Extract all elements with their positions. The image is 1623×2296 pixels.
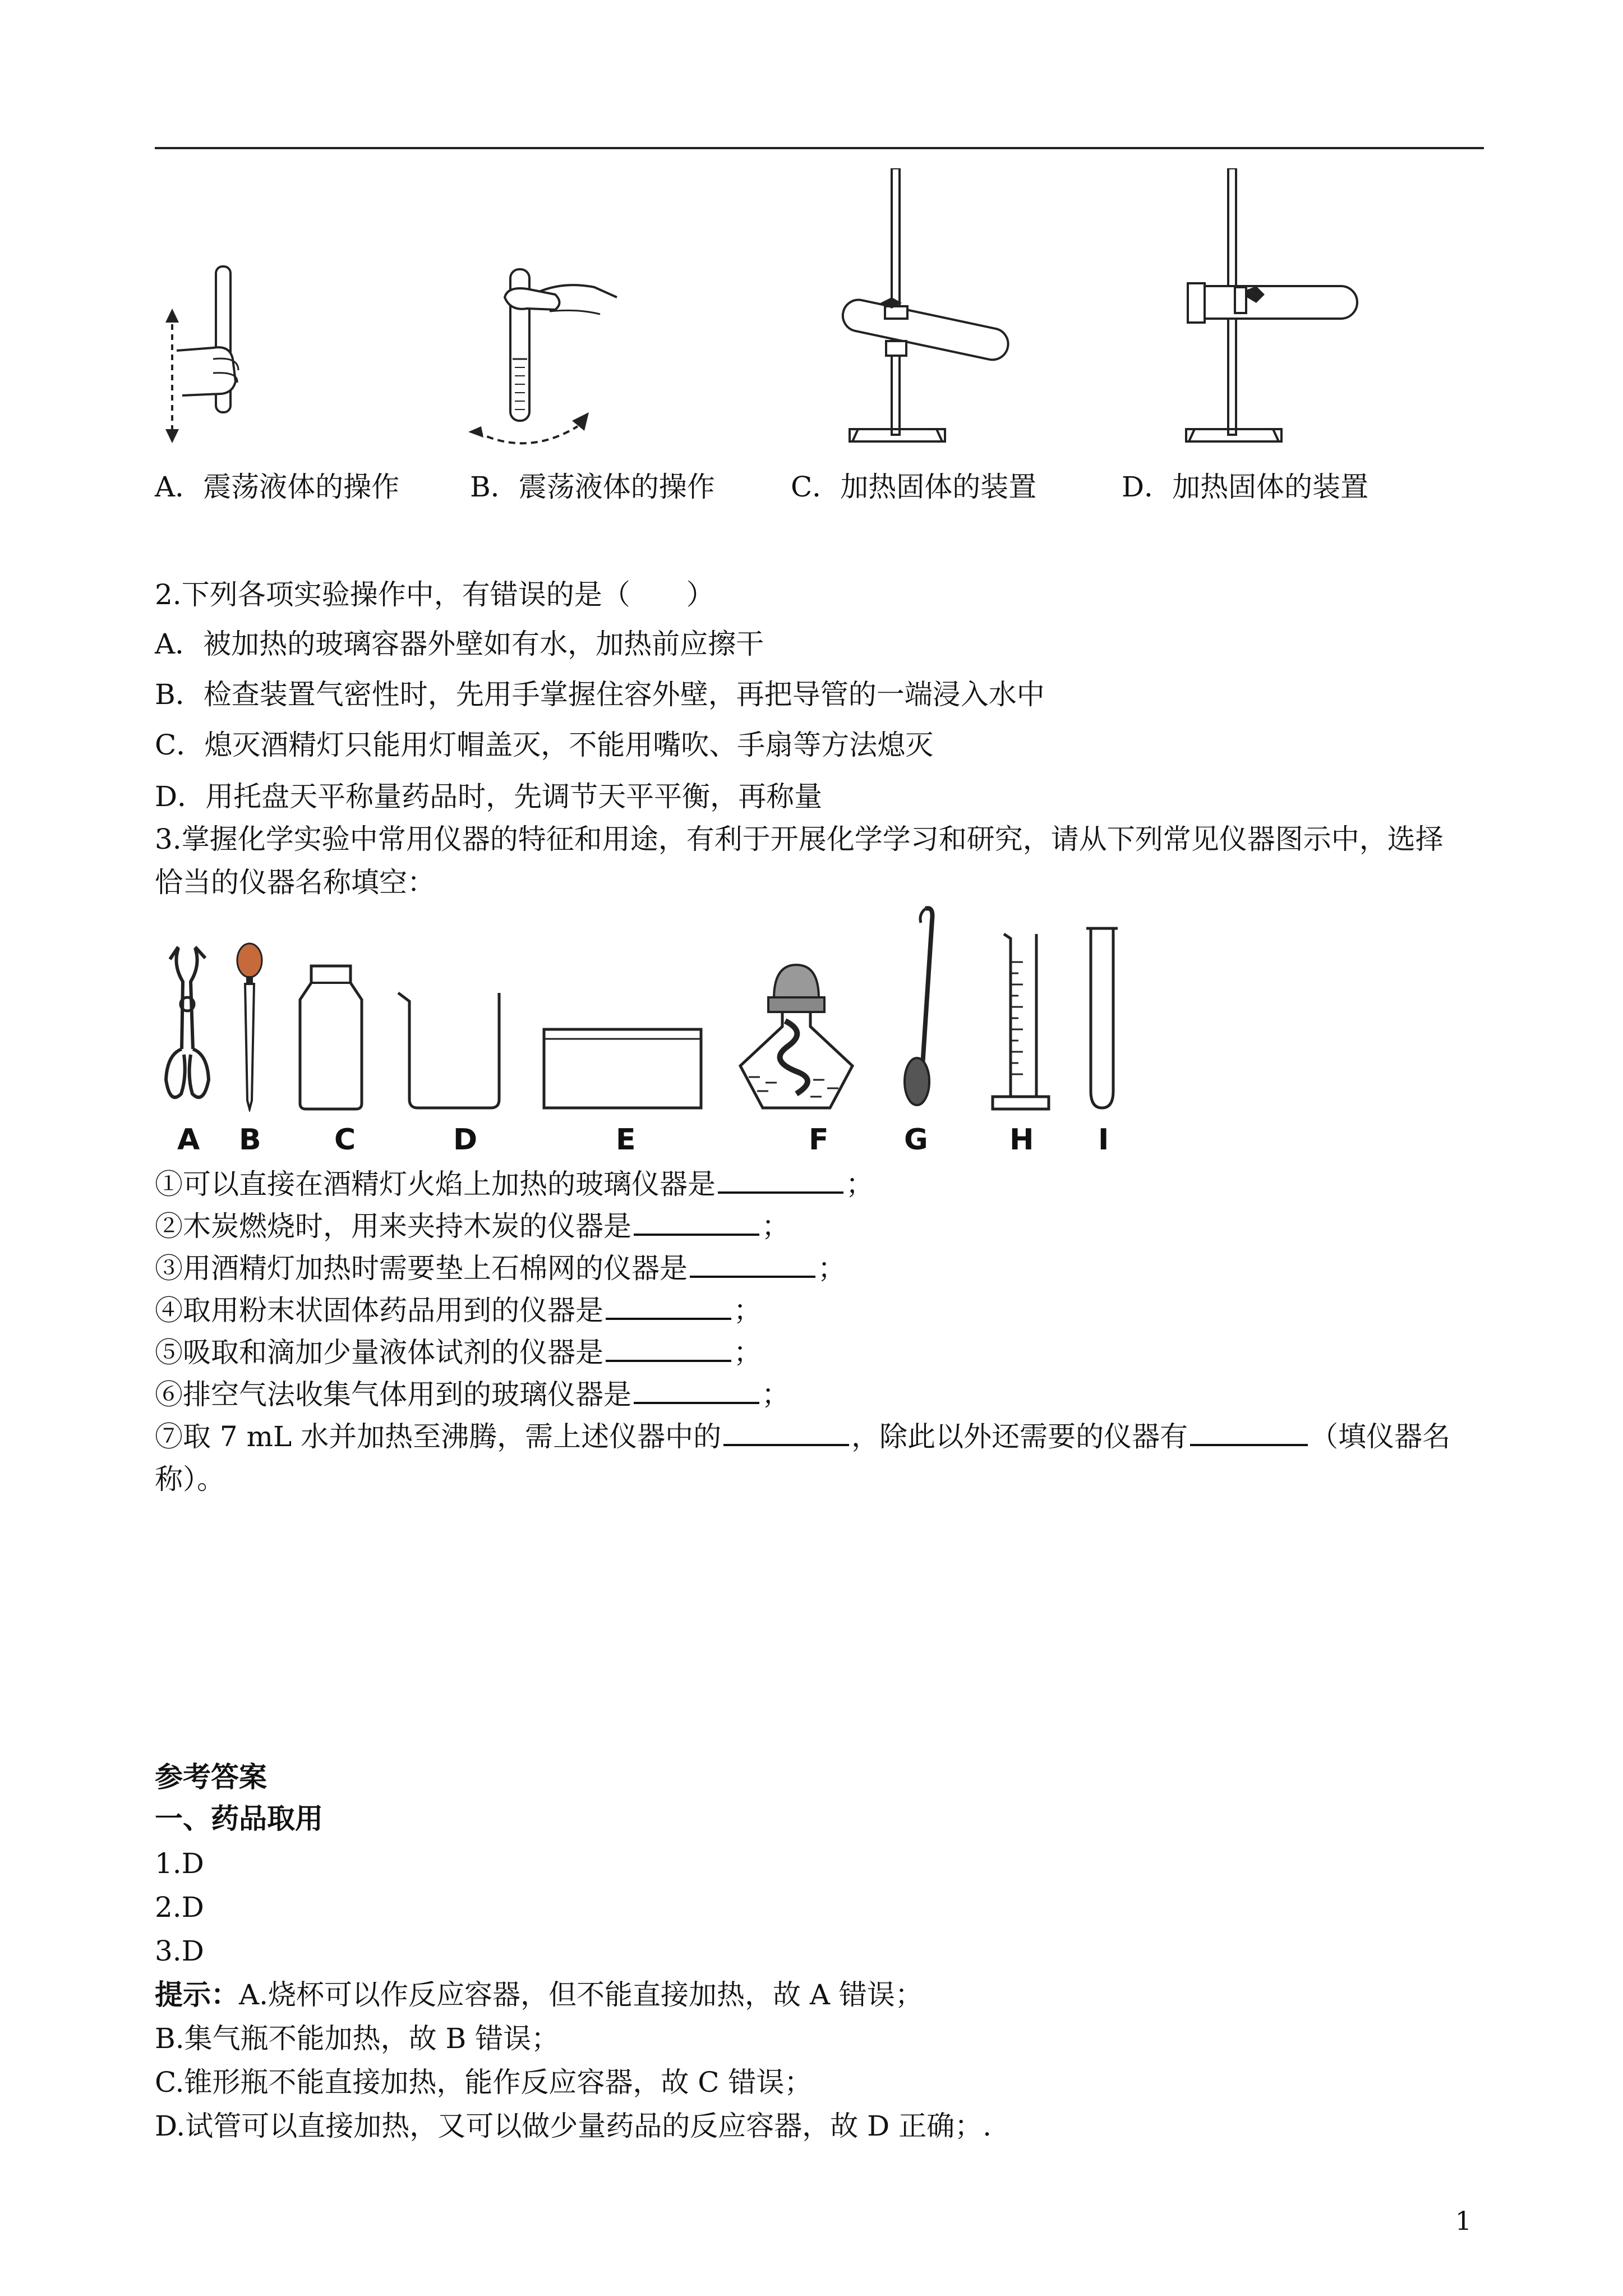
answer-blank-2[interactable] [634, 1209, 759, 1236]
answer-blank-7a[interactable] [723, 1419, 849, 1446]
figure1-caption-a: A．震荡液体的操作 [155, 471, 400, 503]
figure1-caption-c: C．加热固体的装置 [791, 471, 1037, 503]
q3-item-4: ④取用粉末状固体药品用到的仪器是 ； [155, 1294, 762, 1327]
test-tube-icon [1080, 923, 1124, 1114]
answer-line-2: 2.D [155, 1891, 204, 1924]
instrument-label-h: H [1009, 1123, 1034, 1157]
beaker-icon [393, 987, 516, 1112]
graduated-cylinder-icon [987, 928, 1054, 1114]
q3-item-7: ⑦取 7 mL 水并加热至沸腾，需上述仪器中的 ，除此以外还需要的仪器有 （填仪器名 [155, 1420, 1451, 1453]
answers-section: 一、药品取用 [155, 1802, 323, 1835]
q2-option-d: D．用托盘天平称量药品时，先调节天平平衡，再称量 [155, 780, 823, 813]
q2-option-c: C．熄灭酒精灯只能用灯帽盖灭，不能用嘴吹、手扇等方法熄灭 [155, 729, 934, 761]
instrument-label-f: F [809, 1123, 829, 1157]
q3-stem-line2: 恰当的仪器名称填空： [155, 866, 435, 899]
instrument-label-b: B [239, 1123, 261, 1157]
answers-title: 参考答案 [155, 1760, 267, 1793]
q3-item-3: ③用酒精灯加热时需要垫上石棉网的仪器是 ； [155, 1252, 846, 1285]
answer-blank-7b[interactable] [1190, 1419, 1308, 1446]
header-rule [155, 147, 1484, 149]
q2-option-b: B．检查装置气密性时，先用手掌握住容外壁，再把导管的一端浸入水中 [155, 678, 1045, 711]
iron-stand-tube-tilted-icon [836, 168, 1021, 449]
answer-hint-3: C.锥形瓶不能直接加热，能作反应容器，故 C 错误； [155, 2066, 813, 2099]
answer-blank-3[interactable] [690, 1251, 815, 1278]
medicine-spoon-icon [892, 903, 948, 1111]
iron-stand-tube-horizontal-icon [1172, 168, 1368, 449]
answer-blank-6[interactable] [634, 1377, 759, 1404]
q3-item-5: ⑤吸取和滴加少量液体试剂的仪器是 ； [155, 1336, 762, 1369]
q3-item-7-line2: 称）。 [155, 1463, 225, 1496]
figure1-caption-b: B．震荡液体的操作 [470, 471, 715, 503]
hint-label: 提示： [155, 1978, 239, 2011]
q3-stem-line1: 3.掌握化学实验中常用仪器的特征和用途，有利于开展化学学习和研究，请从下列常见仪器图示中，选择 [155, 823, 1444, 855]
q3-item-2: ②木炭燃烧时，用来夹持木炭的仪器是 ； [155, 1210, 790, 1243]
q3-item-6: ⑥排空气法收集气体用到的玻璃仪器是 ； [155, 1378, 790, 1411]
water-trough-icon [541, 1027, 704, 1111]
instrument-label-e: E [616, 1123, 636, 1157]
answer-blank-1[interactable] [718, 1167, 843, 1194]
answer-blank-4[interactable] [606, 1293, 731, 1320]
instrument-label-i: I [1098, 1123, 1109, 1157]
answer-hint-4: D.试管可以直接加热，又可以做少量药品的反应容器，故 D 正确；. [155, 2110, 992, 2142]
hand-shaking-test-tube-icon [160, 264, 261, 443]
q2-stem: 2.下列各项实验操作中，有错误的是（ ） [155, 578, 714, 611]
answer-blank-5[interactable] [606, 1335, 731, 1362]
answer-line-3: 3.D [155, 1935, 204, 1967]
crucible-tongs-icon [156, 942, 218, 1111]
instrument-label-g: G [904, 1123, 928, 1157]
q3-item-1: ①可以直接在酒精灯火焰上加热的玻璃仪器是 ； [155, 1168, 874, 1200]
instrument-label-d: D [453, 1123, 478, 1157]
wide-mouth-bottle-icon [294, 960, 367, 1112]
instrument-label-c: C [334, 1123, 356, 1157]
q2-option-a: A．被加热的玻璃容器外壁如有水，加热前应擦干 [155, 628, 764, 660]
figure1-caption-d: D．加热固体的装置 [1122, 471, 1369, 503]
page-number: 1 [1455, 2206, 1472, 2236]
answer-line-1: 1.D [155, 1847, 204, 1880]
alcohol-lamp-icon [729, 948, 864, 1116]
dropper-icon [233, 938, 266, 1112]
instrument-label-a: A [177, 1123, 200, 1157]
answer-hint-1: 提示：A.烧杯可以作反应容器，但不能直接加热，故 A 错误； [155, 1978, 923, 2011]
finger-flicking-test-tube-icon [465, 264, 628, 454]
answer-hint-2: B.集气瓶不能加热，故 B 错误； [155, 2022, 560, 2055]
